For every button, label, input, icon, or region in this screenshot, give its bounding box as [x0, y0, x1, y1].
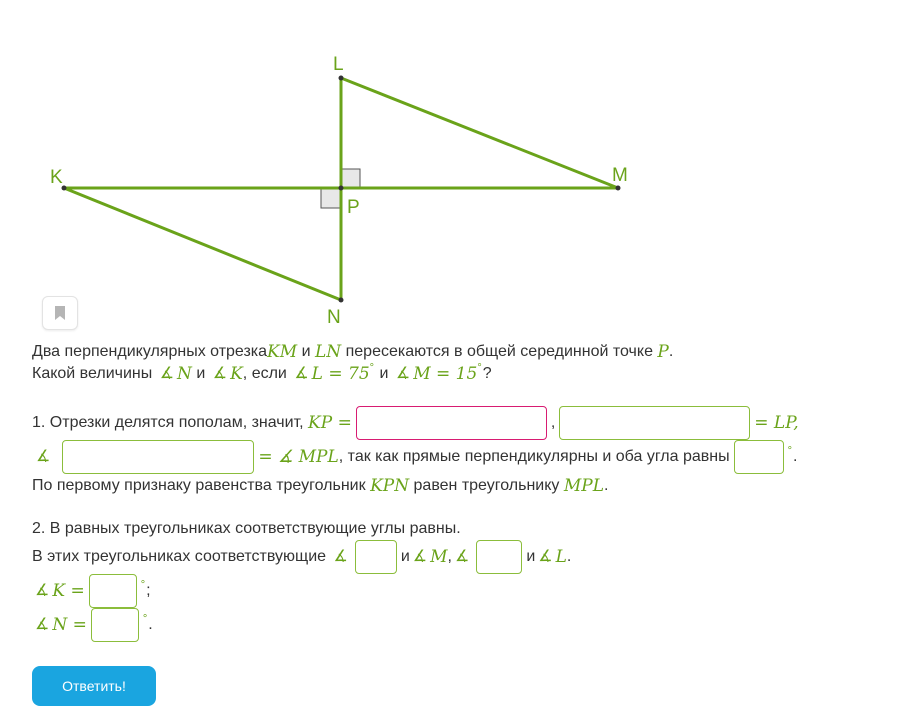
question-text: Какой величины — [32, 365, 157, 382]
vertex-M — [616, 186, 621, 191]
part2-line-2 — [32, 546, 571, 568]
problem-line-1 — [32, 341, 673, 363]
part1-line-3 — [32, 475, 608, 497]
angle-m-value: M = 15 — [413, 364, 478, 384]
vertex-N — [339, 298, 344, 303]
dot: . — [148, 616, 153, 633]
part2-line-1 — [32, 518, 461, 540]
angle-symbol: ∡ — [333, 548, 348, 565]
right-angle-mark-upper — [341, 169, 360, 188]
angle-symbol: ∡ — [412, 548, 428, 565]
angle-symbol: ∡ — [36, 448, 51, 465]
part1-text: 1. Отрезки делятся пополам, значит, — [32, 414, 309, 431]
part1-line-1 — [32, 412, 799, 434]
equals-lp: = LP, — [754, 413, 799, 433]
question-mark: ? — [482, 365, 492, 382]
angle-k-math: K — [230, 364, 243, 384]
angle-k-equals: K = — [52, 581, 85, 601]
angle-n-equals: N = — [52, 615, 87, 635]
submit-button[interactable]: Ответить! — [32, 666, 156, 706]
problem-text: Два перпендикулярных отрезка — [32, 343, 268, 360]
segment-LM — [341, 78, 618, 188]
angle-symbol: ∡ — [159, 365, 175, 382]
problem-line-2 — [32, 363, 492, 385]
angle-l-value: L = 75 — [311, 364, 370, 384]
part1-text-2: , так как прямые перпендикулярны и оба угла равны — [338, 448, 730, 465]
part1-text-4: равен треугольнику — [409, 477, 564, 494]
point-p-math: P — [657, 342, 669, 362]
answer-input-7[interactable] — [89, 574, 137, 608]
label-P: P — [347, 197, 360, 218]
geometry-diagram — [0, 0, 915, 330]
answer-input-8[interactable] — [91, 608, 139, 642]
semicolon: ; — [146, 582, 151, 599]
answer-input-3[interactable] — [62, 440, 254, 474]
angle-symbol: ∡ — [35, 582, 50, 599]
right-angle-mark-lower — [321, 189, 341, 208]
angle-symbol: ∡ — [294, 365, 309, 382]
dot: . — [668, 343, 674, 360]
degree-symbol: ° — [142, 613, 148, 625]
angle-m-math: M — [430, 547, 448, 567]
triangle-mpl: MPL — [563, 476, 605, 496]
degree-symbol: ° — [140, 579, 146, 591]
and-text: и — [375, 365, 393, 382]
angle-l-math: L — [555, 547, 567, 567]
bookmark-button[interactable] — [42, 296, 78, 330]
angle-symbol: ∡ — [395, 365, 411, 382]
dot: . — [566, 548, 572, 565]
part2-line-4 — [32, 614, 153, 636]
equals-mpl: = ∡ MPL — [258, 447, 339, 467]
kp-equals: KP = — [308, 413, 352, 433]
label-K: K — [50, 167, 63, 188]
problem-text-2: пересекаются в общей серединной точке — [341, 343, 658, 360]
answer-input-4[interactable] — [734, 440, 784, 474]
segment-ln-math: LN — [314, 342, 342, 362]
segment-km-math: KM — [267, 342, 298, 362]
part2-text: 2. В равных треугольниках соответствующие углы равны. — [32, 520, 461, 537]
dot: . — [793, 448, 798, 465]
vertex-P — [339, 186, 344, 191]
triangle-kpn: KPN — [370, 476, 410, 496]
degree-symbol: ° — [369, 362, 375, 374]
angle-n-math: N — [177, 364, 192, 384]
and-text: и — [191, 365, 210, 382]
part1-line-2 — [32, 446, 797, 468]
angle-symbol: ∡ — [212, 365, 228, 382]
vertex-L — [339, 76, 344, 81]
answer-input-1[interactable] — [356, 406, 547, 440]
angle-symbol: ∡ — [538, 548, 553, 565]
dot: . — [604, 477, 609, 494]
and-text: и — [400, 548, 410, 565]
bookmark-icon — [54, 306, 66, 320]
part2-line-3 — [32, 580, 151, 602]
segment-KN — [64, 188, 341, 300]
answer-input-5[interactable] — [355, 540, 397, 574]
and-text: и — [526, 548, 536, 565]
if-text: , если — [242, 365, 292, 382]
degree-symbol: ° — [787, 445, 793, 457]
comma: , — [447, 548, 452, 565]
angle-symbol: ∡ — [454, 548, 470, 565]
answer-input-2[interactable] — [559, 406, 750, 440]
answer-input-6[interactable] — [476, 540, 522, 574]
comma: , — [550, 414, 556, 431]
label-L: L — [333, 54, 344, 75]
label-M: M — [612, 165, 628, 186]
angle-symbol: ∡ — [35, 616, 50, 633]
degree-symbol: ° — [477, 362, 482, 374]
label-N: N — [327, 307, 341, 328]
and-text: и — [297, 343, 315, 360]
part2-text-2: В этих треугольниках соответствующие — [32, 548, 331, 565]
part1-text-3: По первому признаку равенства треугольник — [32, 477, 371, 494]
